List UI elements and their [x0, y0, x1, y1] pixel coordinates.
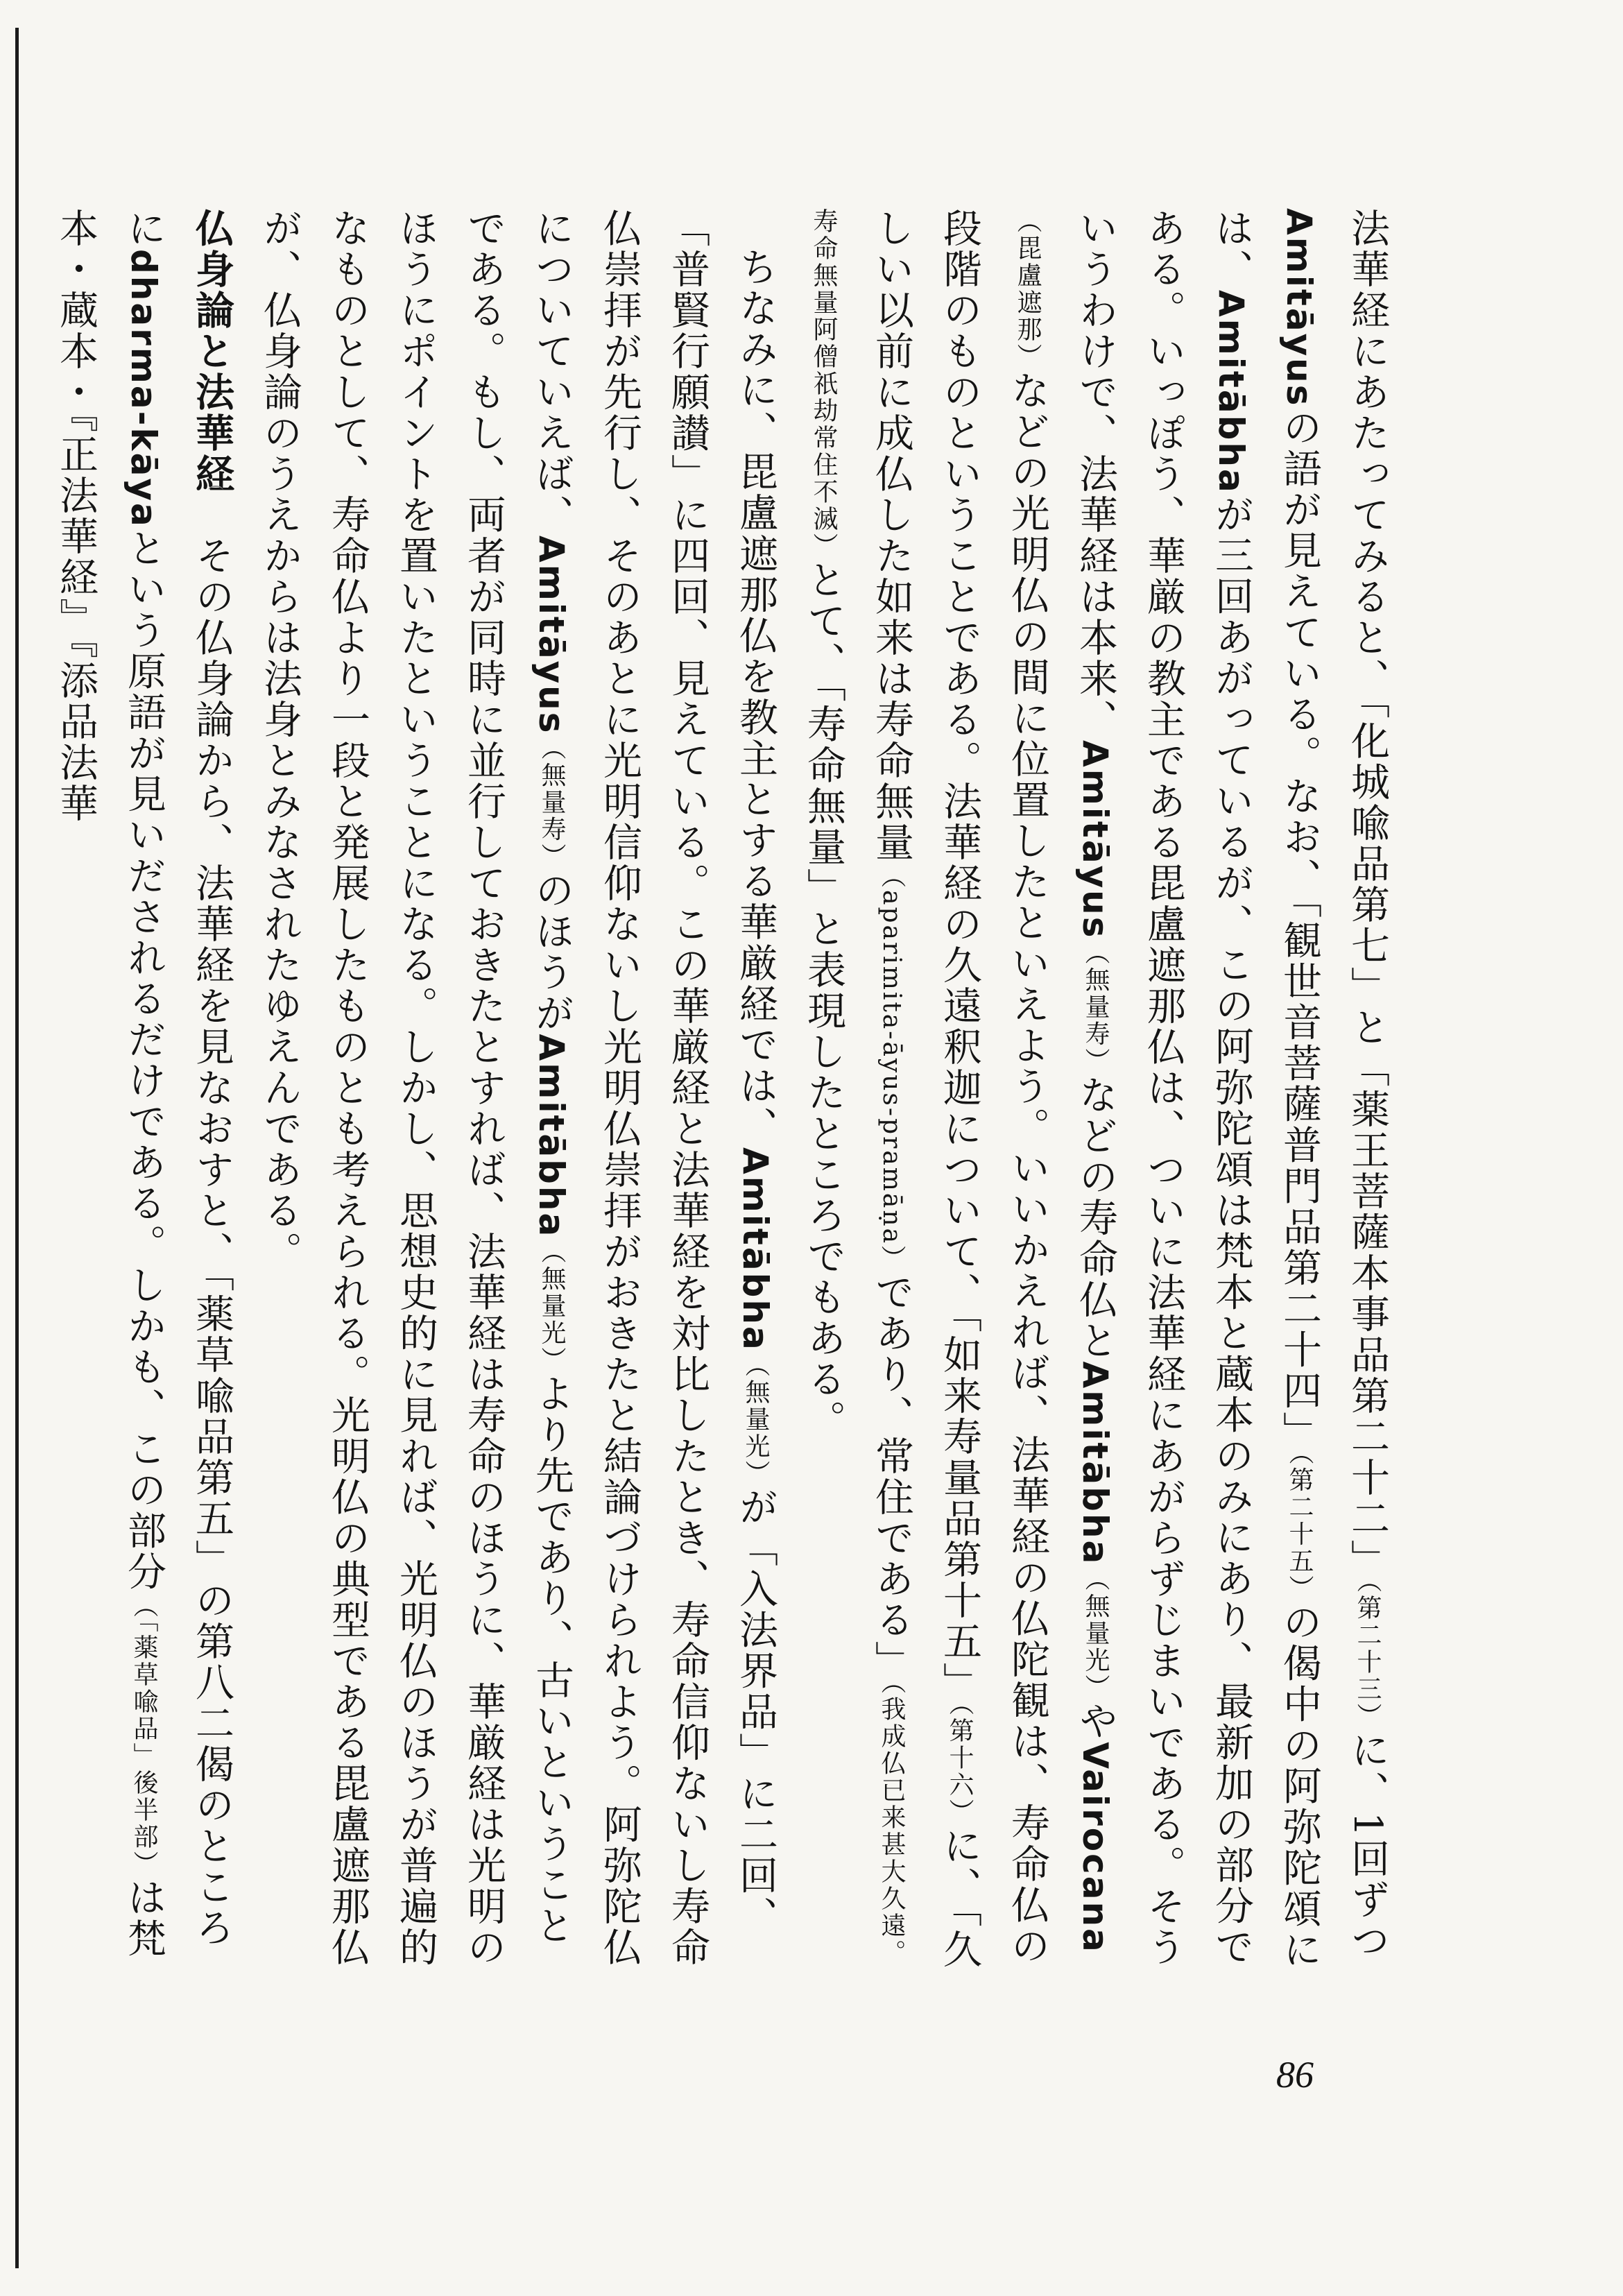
romanized-term: Vairocana	[1075, 1742, 1115, 1954]
inline-note: （無量寿）	[1081, 939, 1110, 1075]
vertical-text-body	[53, 208, 1401, 1984]
pencil-mark	[208, 486, 223, 495]
body-text: に、1回ずつ	[1345, 1730, 1390, 1962]
body-text: は梵本・蔵本・『正法華経』『添品法華	[53, 208, 166, 1960]
romanized-term: Amitābha	[531, 1034, 572, 1239]
body-text: の偈中の阿弥陀頌には、	[1209, 208, 1322, 1971]
romanized-term: Amitābha	[1211, 290, 1251, 495]
body-text: の語が見えている。なお、「観世音菩薩普門品第二十四」	[1277, 407, 1322, 1453]
inline-note: （第十六）	[945, 1703, 974, 1826]
section-heading: 仏身論と法華経	[189, 208, 234, 495]
binding-edge-line	[15, 28, 19, 2268]
body-text: その仏身論から、法華経を見なおすと、「薬草喩品第五」の第八二偈のところに	[121, 208, 234, 1948]
inline-note: （毘盧遮那）	[1013, 208, 1042, 370]
romanized-term: Amitābha	[735, 1147, 775, 1352]
body-text: とて、「寿命無量」と表現したところでもある。	[801, 560, 846, 1441]
body-text: 法華経にあたってみると、「化城喩品第七」と「薬王菩薩本事品第二十二」	[1345, 208, 1390, 1580]
romanized-term: Amitāyus	[1279, 208, 1319, 408]
paragraph	[246, 208, 789, 1984]
romanized-term: Amitāyus	[531, 536, 572, 735]
pencil-mark	[203, 1797, 218, 1806]
inline-note: （無量寿）	[538, 735, 566, 871]
body-text: という原語が見いだされるだけである。しかも、この部分	[121, 528, 166, 1593]
paragraph	[42, 208, 246, 1984]
romanized-term: Amitābha	[1075, 1361, 1115, 1566]
romanized-term: Amitāyus	[1075, 740, 1115, 940]
body-text: などの光明仏の間に位置したといえよう。いいかえれば、法華経の仏陀観は、寿命仏の段階のものということである。法華経の久遠釈迦について、「如来寿量品第十五」	[937, 208, 1050, 1967]
inline-note: （無量光）	[538, 1238, 566, 1374]
body-text: が三回あがっているが、この阿弥陀頌は梵本と蔵本のみにあり、最新加の部分である。いっぽう、華厳の教主である毘盧遮那仏は、ついに法華経にあがらずじまいである。そういうわけで、法華経は本来、	[1073, 208, 1254, 1968]
body-text: などの寿命仏と	[1073, 1074, 1118, 1362]
body-text: より先であり、古いということである。もし、両者が同時に並行しておきたとすれば、法華経は寿命のほうに、華厳経は光明のほうにポイントを置いたということになる。しかし、思想史的に見れば、光明仏のほうが普遍的なものとして、寿命仏より一段と発展したものとも考えられる。光明仏の典型である毘盧遮那仏が、仏身論のうえからは法身とみなされたゆえんである。	[257, 208, 574, 1968]
inline-note: （第二十五）	[1285, 1452, 1314, 1602]
body-text: に、「久しい以前に成仏した如来は寿命無量	[869, 208, 982, 1970]
body-text: ちなみに、毘盧遮那仏を教主とする華厳経では、	[733, 247, 778, 1147]
inline-note: （第二十三）	[1353, 1580, 1382, 1730]
body-text: や	[1073, 1701, 1118, 1742]
body-text: のほうが	[529, 870, 574, 1034]
romanized-term: dharma-kāya	[123, 249, 164, 529]
inline-note: （「薬草喩品」後半部）	[130, 1592, 158, 1878]
body-text: であり、常住である」	[869, 1272, 914, 1682]
paragraph	[789, 208, 1401, 1984]
inline-note: （無量光）	[1081, 1566, 1110, 1702]
page-number: 86	[1276, 2054, 1314, 2096]
inline-note: （無量光）	[741, 1351, 770, 1487]
body-text: が「入法界品」に二回、「普賢行願讃」に四回、見えている。この華厳経と法華経を対比したとき、寿命信仰ないし寿命仏崇拝が先行し、そのあとに光明信仰ないし光明仏崇拝がおきたと結論づけられよう。阿弥陀仏についていえば、	[529, 208, 778, 1968]
inline-note: （aparimita-āyus-pramāṇa）	[877, 863, 906, 1273]
inline-note: （我成仏已来甚大久遠。寿命無量阿僧祇劫常住不滅）	[809, 208, 906, 1967]
